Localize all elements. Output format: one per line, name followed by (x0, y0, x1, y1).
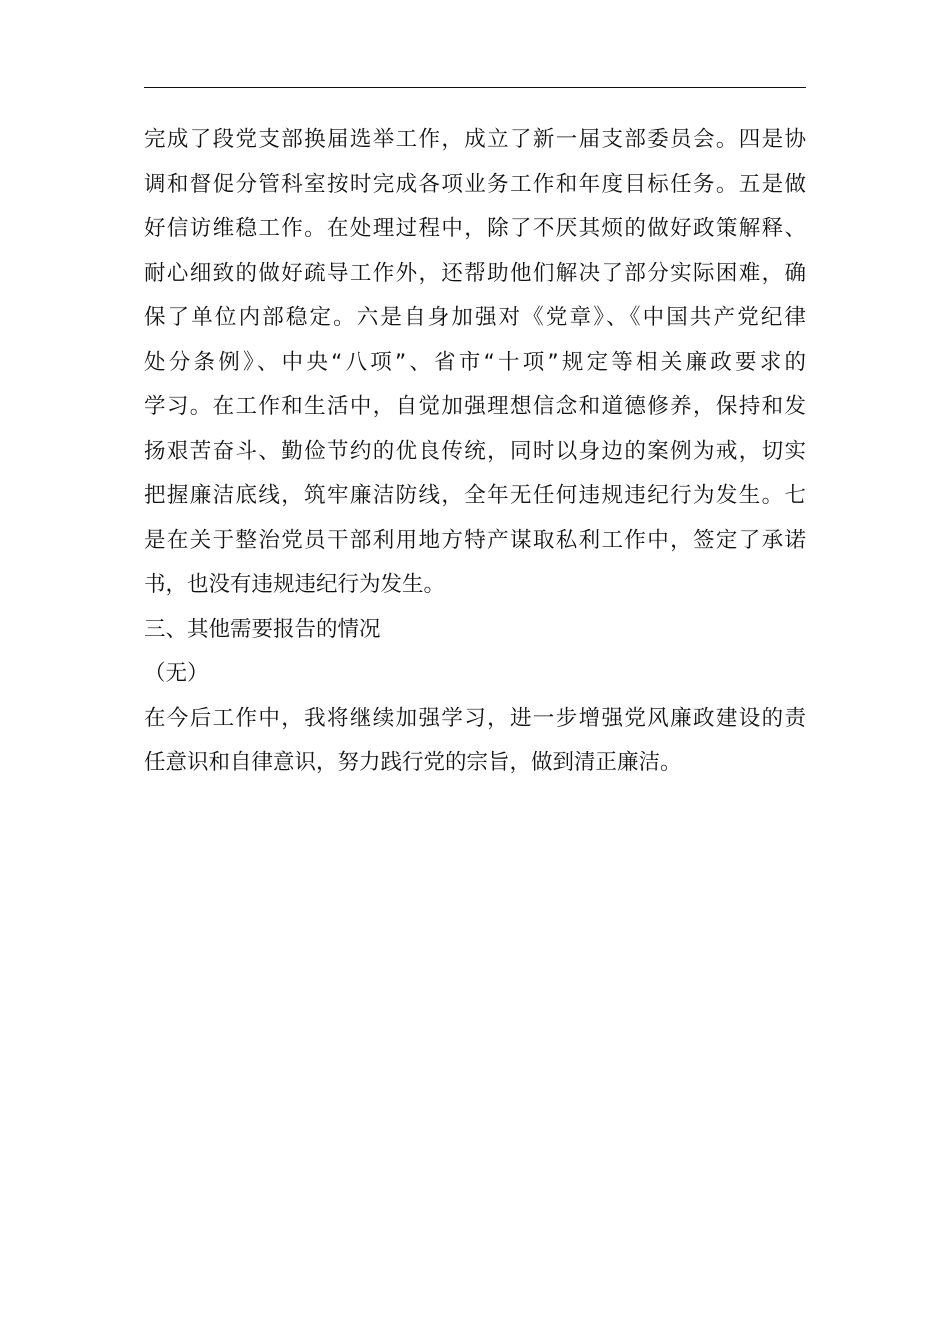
text-line-1: 完成了段党支部换届选举工作，成立了新一届支部委员会。四是协 (144, 127, 806, 152)
header-rule (144, 87, 806, 88)
text-line-3: 好信访维稳工作。在处理过程中，除了不厌其烦的做好政策解释、 (144, 216, 806, 241)
text-line-4: 耐心细致的做好疏导工作外，还帮助他们解决了部分实际困难，确 (144, 260, 806, 286)
text-line-7: 学习。在工作和生活中，自觉加强理想信念和道德修养，保持和发 (144, 394, 806, 419)
text-line-9: 把握廉洁底线，筑牢廉洁防线，全年无任何违规违纪行为发生。七 (144, 483, 806, 508)
text-line-11: 书，也没有违规违纪行为发生。 (144, 572, 446, 597)
section-heading: 三、其他需要报告的情况 (144, 616, 381, 642)
document-body (144, 118, 806, 786)
text-line-5: 保了单位内部稳定。六是自身加强对《党章》、《中国共产党纪律 (144, 305, 806, 330)
text-line-8: 扬艰苦奋斗、勤俭节约的优良传统，同时以身边的案例为戒，切实 (144, 438, 806, 464)
text-line-10: 是在关于整治党员干部利用地方特产谋取私利工作中，签定了承诺 (144, 527, 806, 553)
closing-line-1: 在今后工作中，我将继续加强学习，进一步增强党风廉政建设的责 (144, 705, 806, 731)
text-line-6: 处分条例》、中央“八项”、省市“十项”规定等相关廉政要求的 (144, 349, 806, 375)
text-line-2: 调和督促分管科室按时完成各项业务工作和年度目标任务。五是做 (144, 171, 806, 197)
closing-line-2: 任意识和自律意识，努力践行党的宗旨，做到清正廉洁。 (144, 750, 682, 775)
section-content-none: （无） (144, 661, 209, 686)
